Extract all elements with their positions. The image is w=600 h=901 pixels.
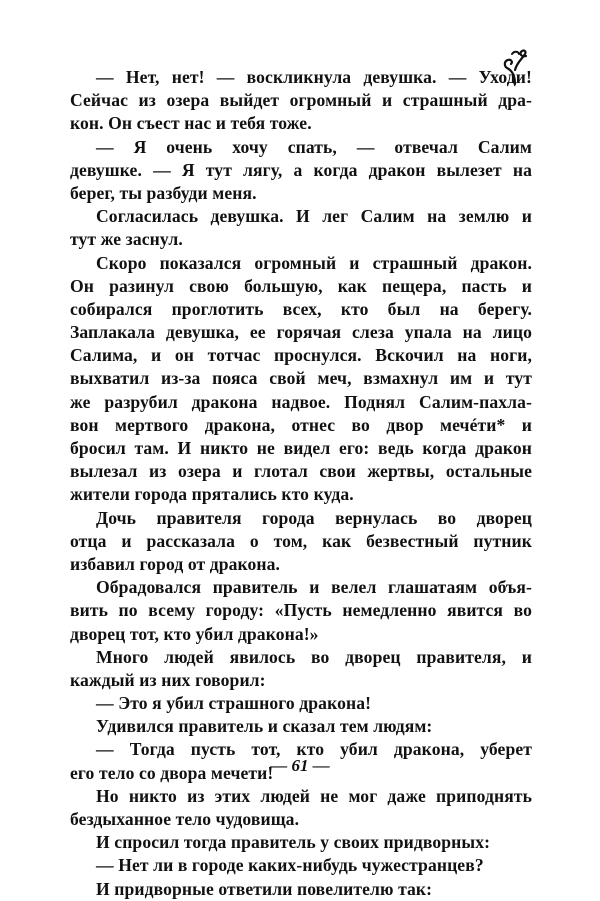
text-line: — Я очень хочу спать, — отвечал Салим (96, 136, 532, 157)
text-line: выхватил из-за пояса свой меч, взмахнул им и тут (70, 368, 532, 389)
text-line: Согласилась девушка. И лег Салим на землю и (96, 206, 532, 227)
text-line: отца и рассказала о том, как безвестный путник (70, 530, 532, 551)
text-line: жители города прятались кто куда. (70, 484, 354, 505)
text-line: кон. Он съест нас и тебя тоже. (70, 113, 312, 134)
page-number: — 61 — (270, 756, 330, 775)
text-line: Скоро показался огромный и страшный дракон. (96, 252, 532, 273)
text-line: вить по всему городу: «Пусть немедленно явится во (70, 600, 532, 621)
text-line: же разрубил дракона надвое. Поднял Салим-пахла- (70, 391, 532, 412)
text-line: избавил город от дракона. (70, 553, 281, 574)
text-line: Салима, и он тотчас проснулся. Вскочил на ноги, (70, 345, 532, 366)
text-line: Обрадовался правитель и велел глашатаям объя- (96, 577, 532, 598)
text-line: Но никто из этих людей не мог даже приподнять (96, 785, 532, 806)
text-line: девушке. — Я тут лягу, а когда дракон вылезет на (70, 159, 532, 180)
text-line: вылезал из озера и глотал свои жертвы, остальные (70, 461, 532, 482)
text-line: — Это я убил страшного дракона! (96, 693, 372, 714)
text-line: берег, ты разбуди меня. (70, 182, 257, 203)
text-line: тут же заснул. (70, 229, 183, 250)
text-line: Заплакала девушка, ее горячая слеза упала на лицо (70, 322, 532, 343)
text-line: Дочь правителя города вернулась во дворец (96, 507, 532, 528)
text-line: — Нет, нет! — воскликнула девушка. — Уходи! (96, 67, 532, 87)
text-line: вон мертвого дракона, отнес во двор мечéти* и (70, 414, 532, 435)
text-line: Удивился правитель и сказал тем людям: (96, 716, 433, 737)
text-line: бросил там. И никто не видел его: ведь когда дракон (70, 438, 532, 458)
text-line: Много людей явилось во дворец правителя, и (96, 646, 532, 667)
text-line: бездыханное тело чудовища. (70, 809, 300, 829)
text-line: его тело со двора мечети! (70, 762, 274, 783)
text-line: И придворные ответили повелителю так: (96, 878, 433, 899)
text-line: И спросил тогда правитель у своих придворных: (96, 832, 491, 853)
text-line: Сейчас из озера выйдет огромный и страшный дра- (70, 90, 532, 111)
text-line: дворец тот, кто убил дракона!» (70, 623, 319, 644)
text-line: Он разинул свою большую, как пещера, пасть и (70, 275, 532, 296)
text-line: каждый из них говорил: (70, 669, 266, 690)
text-line: собирался проглотить всех, кто был на берегу. (70, 298, 532, 319)
text-line: — Нет ли в городе каких-нибудь чужестранцев? (96, 855, 484, 876)
text-line: — Тогда пусть тот, кто убил дракона, уберет (96, 739, 532, 760)
